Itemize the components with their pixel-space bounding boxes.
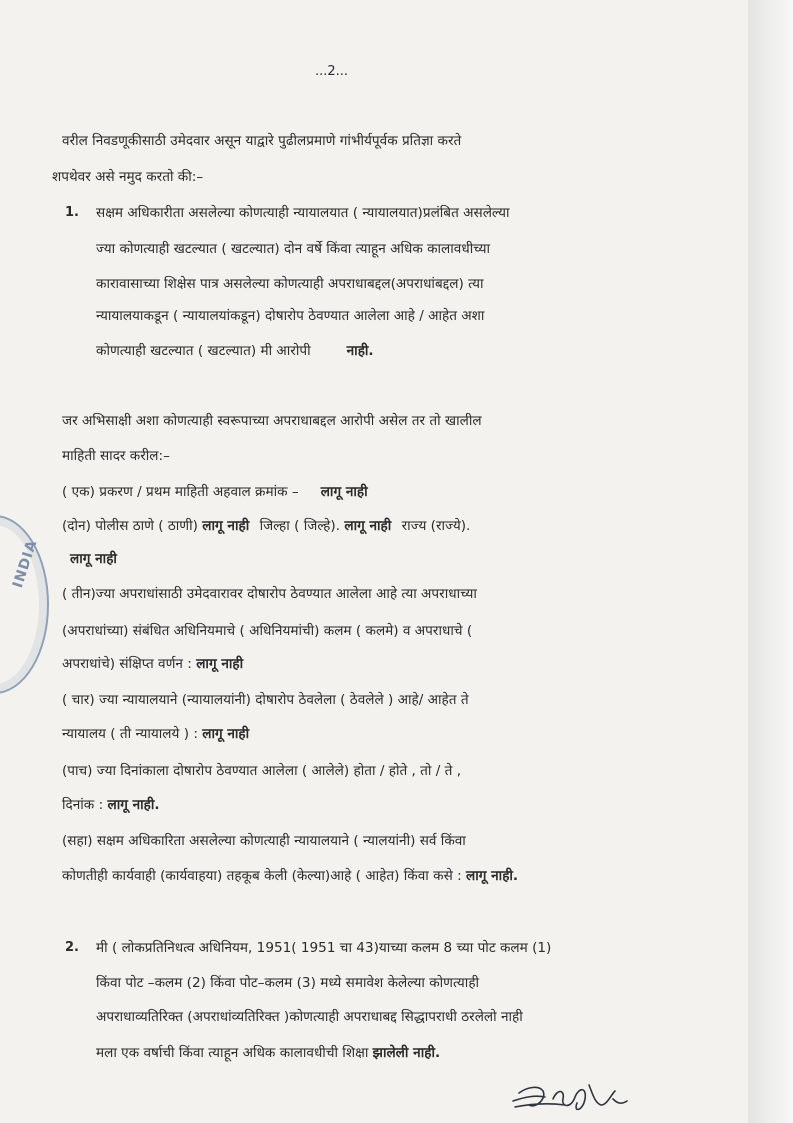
detail-saha-line-2 [62,866,518,886]
item-1-line-3: कारावासाच्या शिक्षेस पात्र असलेल्या कोणत्याही अपराधाबद्दल(अपराधांबद्दल) त्या [96,276,484,292]
signature [505,1075,635,1115]
detail-teen-text: अपराधांचे) संक्षिप्त वर्णन : [62,656,192,672]
item-2-line-2: किंवा पोट –कलम (2) किंवा पोट–कलम (3) मध्ये समावेश केलेल्या कोणत्याही [96,975,480,991]
scanner-edge [748,0,793,1123]
detail-ek-text: ( एक) प्रकरण / प्रथम माहिती अहवाल क्रमांक – [62,484,299,500]
item-2-line-3: अपराधाव्यतिरिक्त (अपराधांव्यतिरिक्त )कोणत्याही अपराधाबद्द सिद्धापराधी ठरलेलो नाही [96,1009,523,1025]
detail-saha-answer: लागू नाही. [466,868,519,884]
item-2-answer: झालेली नाही. [372,1045,441,1061]
detail-saha-line-1: (सहा) सक्षम अधिकारिता असलेल्या कोणत्याही न्यायालयाने ( न्यालयांनी) सर्व किंवा [62,833,466,849]
detail-don-answer-3: लागू नाही [70,551,117,567]
detail-don-answer-2: लागू नाही [344,518,392,534]
detail-pach-line-2 [62,795,160,815]
detail-pach-line-1: (पाच) ज्या दिनांकाला दोषारोप ठेवण्यात आलेला ( आलेले) होता / होते , तो / ते , [62,763,462,779]
detail-don-answer-1: लागू नाही [202,518,250,534]
item-1-last-line: कोणत्याही खटल्यात ( खटल्यात) मी आरोपी [96,343,311,359]
detail-don-text-1: (दोन) पोलीस ठाणे ( ठाणी) [62,518,198,534]
item-1-line-2: ज्या कोणत्याही खटल्यात ( खटल्यात) दोन वर्षे किंवा त्याहून अधिक कालावधीच्या [96,241,491,257]
details-intro-line-2: माहिती सादर करील:– [62,448,170,464]
item-2-line-1: मी ( लोकप्रतिनिधत्व अधिनियम, 1951( 1951 चा 43)याच्या कलम 8 च्या पोट कलम (1) [96,940,552,956]
detail-teen-line-2: (अपराधांच्या) संबंधित अधिनियमाचे ( अधिनियमांची) कलम ( कलमे) व अपराधाचे ( [62,623,473,639]
detail-teen-line-3 [62,654,243,674]
detail-don-text-3: राज्य (राज्ये). [401,518,471,534]
detail-pach-answer: लागू नाही. [107,797,160,813]
item-1-number: 1. [65,205,79,220]
detail-char-line-2 [62,724,249,744]
detail-char-text: न्यायालय ( ती न्यायालये ) : [62,726,198,742]
item-2-line-4 [96,1043,440,1063]
detail-char-line-1: ( चार) ज्या न्यायालयाने (न्यायालयांनी) दोषारोप ठेवलेला ( ठेवलेले ) आहे/ आहेत ते [62,692,469,708]
item-1-line-5 [96,341,374,361]
intro-line-2: शपथेवर असे नमुद करतो की:– [52,169,204,185]
page-number: ...2... [315,64,349,79]
detail-char-answer: लागू नाही [202,726,250,742]
detail-don [62,516,470,536]
detail-ek [62,482,368,502]
seal-text: INDIA [10,537,41,590]
detail-pach-text: दिनांक : [62,797,104,813]
intro-line-1: वरील निवडणूकीसाठी उमेदवार असून याद्वारे पुढीलप्रमाणे गांभीर्यपूर्वक प्रतिज्ञा करते [62,133,462,149]
detail-don-text-2: जिल्हा ( जिल्हे). [259,518,341,534]
detail-saha-text: कोणतीही कार्यवाही (कार्यवाहया) तहकूब केली (केल्या)आहे ( आहेत) किंवा कसे : [62,868,462,884]
item-2-number: 2. [65,940,79,955]
item-1-line-1: सक्षम अधिकारीता असलेल्या कोणत्याही न्यायालयात ( न्यायालयात)प्रलंबित असलेल्या [96,205,510,221]
detail-teen-answer: लागू नाही [196,656,244,672]
detail-teen-line-1: ( तीन)ज्या अपराधांसाठी उमेदवारावर दोषारोप ठेवण्यात आलेला आहे त्या अपराधाच्या [62,586,477,602]
item-2-last-line: मला एक वर्षाची किंवा त्याहून अधिक कालावधीची शिक्षा [96,1045,369,1061]
details-intro-line-1: जर अभिसाक्षी अशा कोणत्याही स्वरूपाच्या अपराधाबद्दल आरोपी असेल तर तो खालील [62,413,482,429]
item-1-answer: नाही. [346,343,374,359]
item-1-line-4: न्यायालयाकडून ( न्यायालयांकडून) दोषारोप ठेवण्यात आलेला आहे / आहेत अशा [96,308,485,324]
detail-ek-answer: लागू नाही [320,484,368,500]
